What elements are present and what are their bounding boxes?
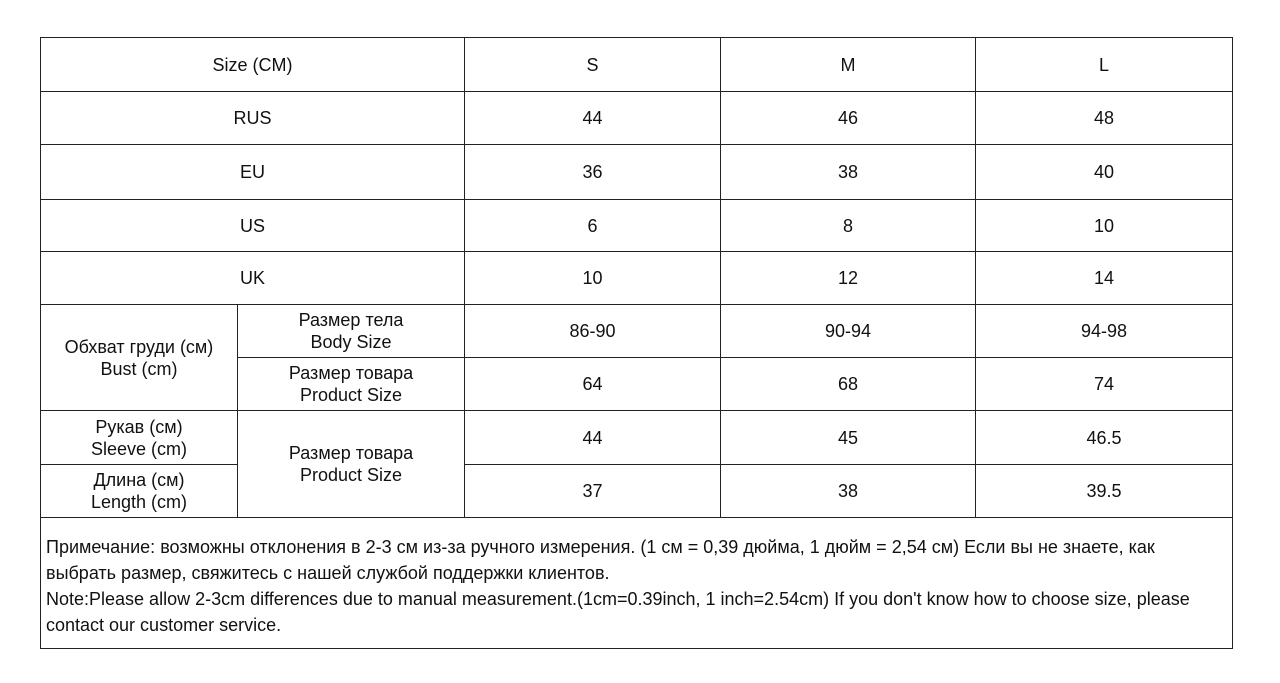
garment-product-size-label-ru: Размер товара (288, 443, 414, 463)
eu-s-value: 36 (465, 145, 721, 200)
us-s-value: 6 (465, 200, 721, 252)
body-size-label-en: Body Size (310, 332, 392, 352)
bust-product-l-value: 74 (976, 358, 1233, 411)
sleeve-m-value: 45 (721, 411, 976, 465)
header-row (41, 38, 1233, 92)
us-l-value: 10 (976, 200, 1233, 252)
size-s-header: S (465, 38, 721, 92)
note-cell (41, 518, 1233, 649)
length-m-value: 38 (721, 465, 976, 518)
uk-l-value: 14 (976, 252, 1233, 305)
body-size-s-value: 86-90 (465, 305, 721, 358)
length-label-ru: Длина (см) (93, 470, 185, 490)
note-row (41, 518, 1233, 649)
body-size-l-value: 94-98 (976, 305, 1233, 358)
length-l-value: 39.5 (976, 465, 1233, 518)
length-s-value: 37 (465, 465, 721, 518)
eu-m-value: 38 (721, 145, 976, 200)
sleeve-label (41, 411, 238, 465)
sleeve-s-value: 44 (465, 411, 721, 465)
uk-m-value: 12 (721, 252, 976, 305)
rus-s-value: 44 (465, 92, 721, 145)
uk-row (41, 252, 1233, 305)
bust-label-ru: Обхват груди (см) (64, 336, 214, 357)
size-l-header: L (976, 38, 1233, 92)
body-size-m-value: 90-94 (721, 305, 976, 358)
region-label-rus: RUS (41, 92, 465, 145)
bust-product-size-label-ru: Размер товара (288, 363, 414, 383)
length-label-en: Length (cm) (90, 492, 188, 512)
size-header-label: Size (CM) (41, 38, 465, 92)
eu-l-value: 40 (976, 145, 1233, 200)
note-russian: Примечание: возможны отклонения в 2-3 см из-за ручного измерения. (1 см = 0,39 дюйма, 1 дюйм = 2,54 см) Если вы не знаете, как выбрать размер, свяжитесь с нашей службой поддержки клиентов. (46, 537, 1155, 583)
garment-product-size-label (238, 411, 465, 518)
garment-product-size-label-en: Product Size (299, 465, 403, 485)
bust-label-en: Bust (cm) (100, 358, 178, 379)
body-size-label-ru: Размер тела (298, 310, 404, 330)
eu-row (41, 145, 1233, 200)
sleeve-label-en: Sleeve (cm) (90, 438, 188, 459)
length-label (41, 465, 238, 518)
rus-l-value: 48 (976, 92, 1233, 145)
sleeve-row (41, 411, 1233, 465)
bust-product-m-value: 68 (721, 358, 976, 411)
uk-s-value: 10 (465, 252, 721, 305)
bust-product-s-value: 64 (465, 358, 721, 411)
body-size-label (238, 305, 465, 358)
length-row (41, 465, 1233, 518)
bust-product-size-label (238, 358, 465, 411)
region-label-eu: EU (41, 145, 465, 200)
bust-product-size-label-en: Product Size (299, 385, 403, 405)
region-label-uk: UK (41, 252, 465, 305)
us-row (41, 200, 1233, 252)
bust-body-size-row (41, 305, 1233, 358)
sleeve-label-ru: Рукав (см) (95, 416, 183, 437)
size-m-header: M (721, 38, 976, 92)
sleeve-l-value: 46.5 (976, 411, 1233, 465)
size-chart-table (40, 37, 1233, 649)
note-english: Note:Please allow 2-3cm differences due to manual measurement.(1cm=0.39inch, 1 inch=2.54cm) If you don't know how to choose size, please contact our customer service. (46, 589, 1190, 635)
rus-row (41, 92, 1233, 145)
us-m-value: 8 (721, 200, 976, 252)
rus-m-value: 46 (721, 92, 976, 145)
bust-label (41, 305, 238, 411)
region-label-us: US (41, 200, 465, 252)
